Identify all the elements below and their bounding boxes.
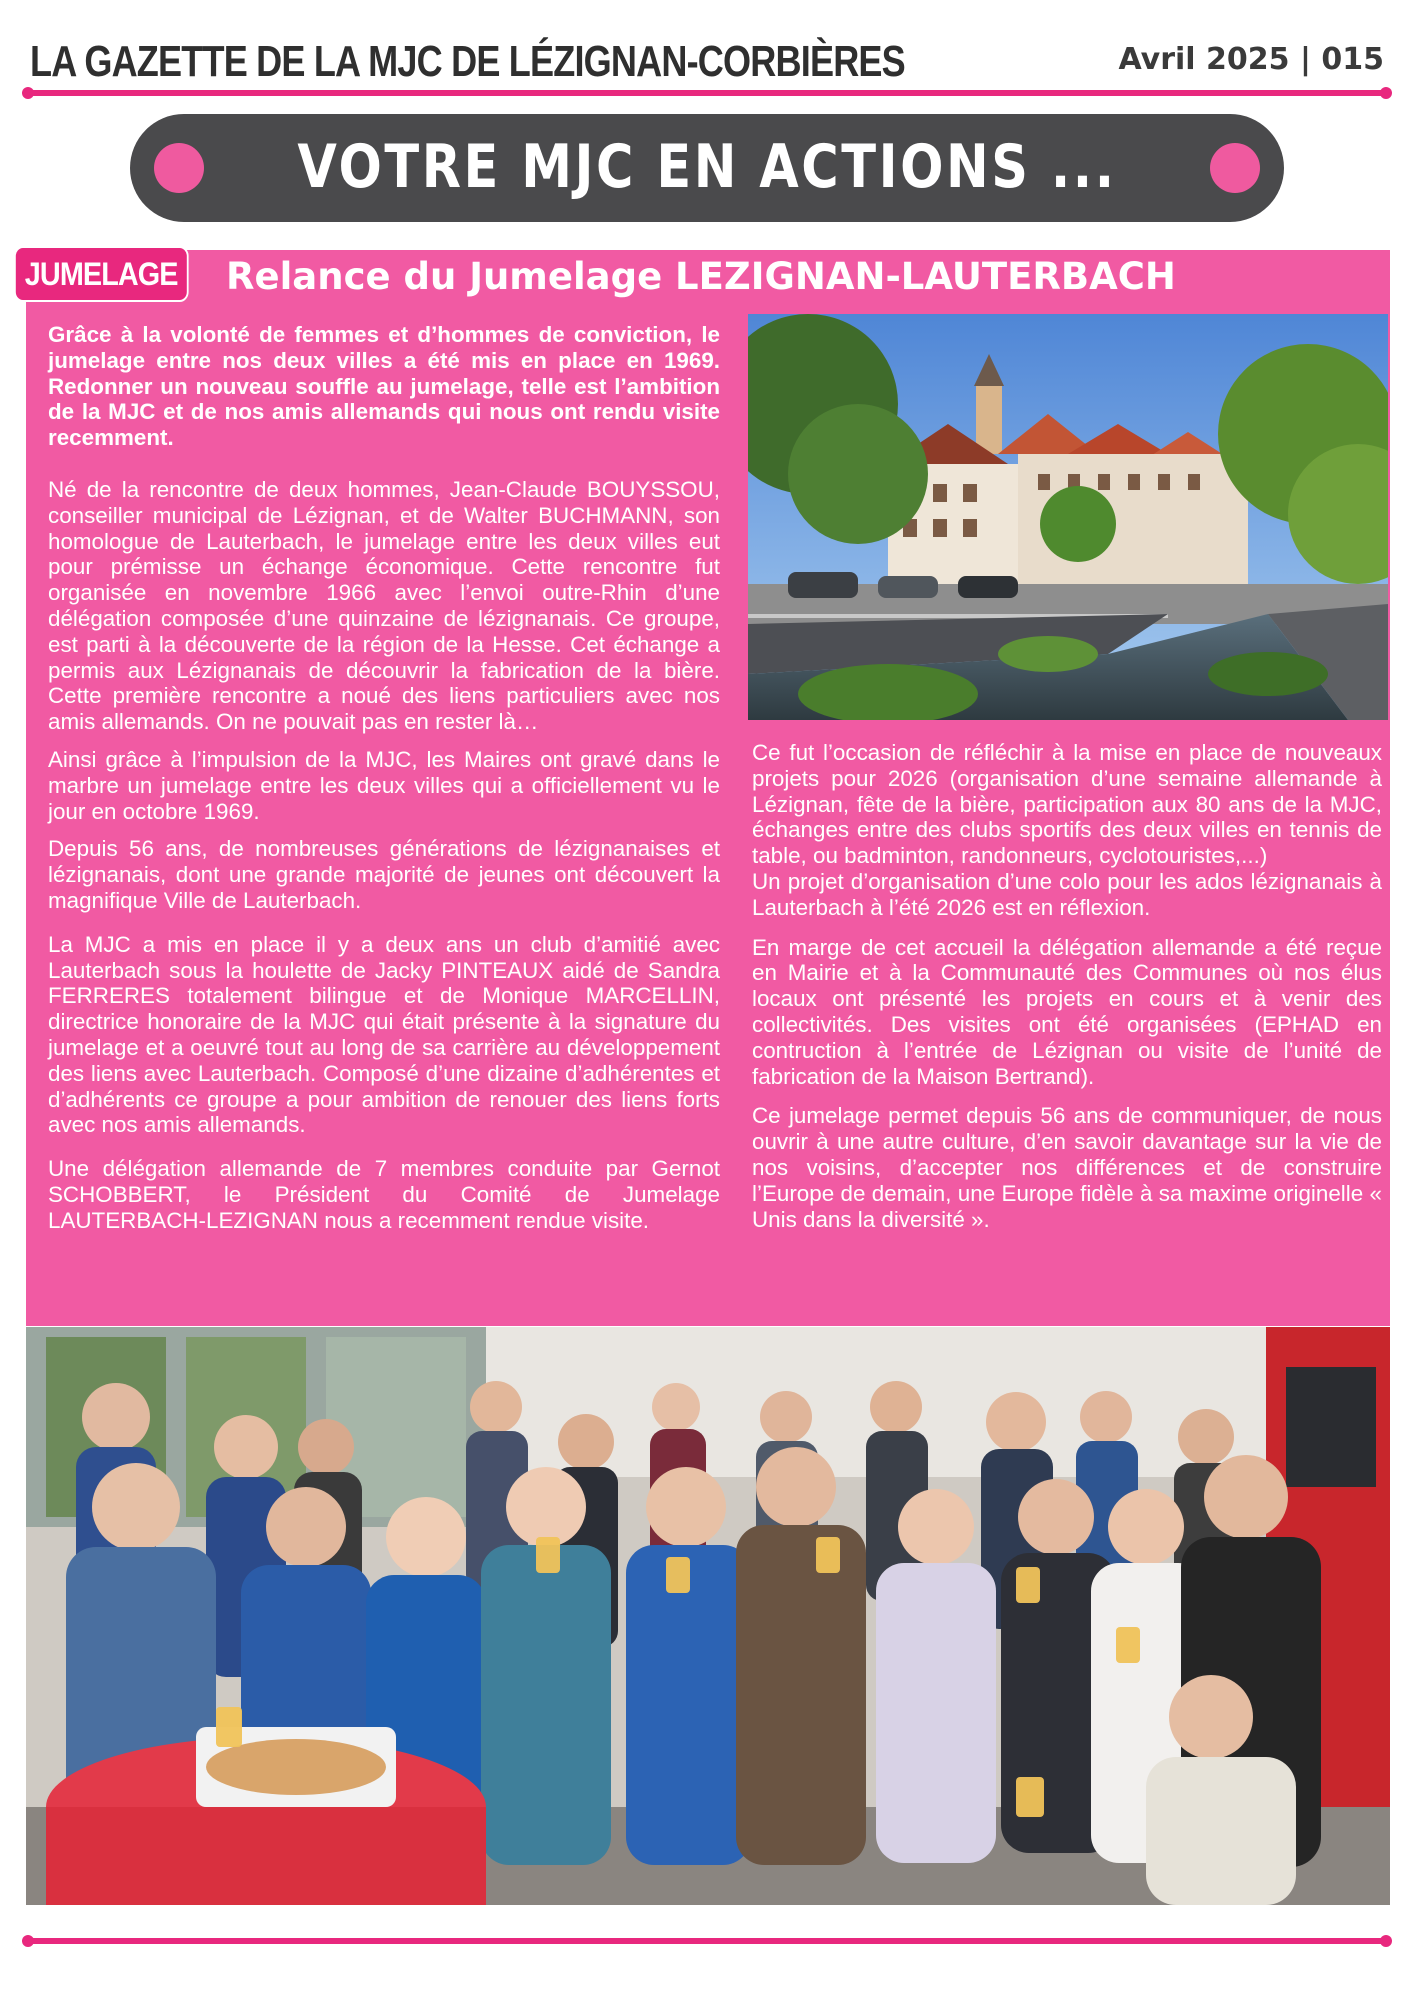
banner-dot-left [154,143,204,193]
article-paragraph: Un projet d’organisation d’une colo pour les ados lézignanais à Lauterbach à l’été 2026 est en réflexion. [752,868,1382,920]
article-paragraph: Ce fut l’occasion de réfléchir à la mise en place de nouveaux projets pour 2026 (organisation d’une semaine allemande à Lézignan, fête de la bière, participation aux 80 ans de la MJC, échanges entre des clubs sportifs des deux villes en tennis de table, ou badminton, randonneurs, cyclotouristes,...) [752,740,1382,869]
article-headline: Relance du Jumelage LEZIGNAN-LAUTERBACH [226,255,1176,298]
article-lead: Grâce à la volonté de femmes et d’hommes de conviction, le jumelage entre nos deux villes a été mis en place en 1969. Redonner un nouveau souffle au jumelage, telle est l’ambition de la MJC et de nos amis allemands qui nous ont rendu visite recemment. [48,322,720,451]
lauterbach-river-photo [748,314,1388,720]
top-divider [28,90,1386,96]
article-paragraph: Ainsi grâce à l’impulsion de la MJC, les Maires ont gravé dans le marbre un jumelage entre les deux villes qui a officiellement vu le jour en octobre 1969. [48,746,720,824]
article-paragraph: La MJC a mis en place il y a deux ans un club d’amitié avec Lauterbach sous la houlette de Jacky PINTEAUX aidé de Sandra FERRERES totalement bilingue et de Monique MARCELLIN, directrice honoraire de la MJC qui était présente à la signature du jumelage et a oeuvré tout au long de sa carrière au développement des liens avec Lauterbach. Composé d’une dizaine d’adhérentes et d’adhérents ce groupe a pour ambition de renouer des liens forts avec nos amis allemands. [48,931,720,1138]
article-paragraph: Ce jumelage permet depuis 56 ans de communiquer, de nous ouvrir à une autre culture, d’en savoir davantage sur la vie de nos voisins, d’accepter nos différences et de construire l’Europe de demain, une Europe fidèle à sa maxime originelle « Unis dans la diversité ». [752,1103,1382,1232]
article-right-column [752,740,1382,1244]
article-paragraph: Né de la rencontre de deux hommes, Jean-Claude BOUYSSOU, conseiller municipal de Lézignan, et de Walter BUCHMANN, son homologue de Lauterbach, le jumelage entre les deux villes eut pour prémisse un échange économique. Cette rencontre fut organisée en novembre 1966 avec l’envoi outre-Rhin d’une délégation composée d’une quinzaine de lézignanais. Ce groupe, est parti à la découverte de la région de la Hesse. Cet échange a permis aux Lézignanais de découvrir la fabrication de la bière. Cette première rencontre a noué des liens particuliers avec nos amis allemands. On ne pouvait pas en rester là… [48,476,720,735]
category-tag: JUMELAGE [14,246,188,302]
banner-dot-right [1210,143,1260,193]
section-title: VOTRE MJC EN ACTIONS ... [297,132,1117,202]
gazette-title: LA GAZETTE DE LA MJC DE LÉZIGNAN-CORBIÈRES [30,37,905,86]
article-paragraph: Depuis 56 ans, de nombreuses générations de lézignanaises et lézignanais, dont une grande majorité de jeunes ont découvert la magnifique Ville de Lauterbach. [48,836,720,913]
delegation-group-photo [26,1327,1390,1905]
article-paragraph: Une délégation allemande de 7 membres conduite par Gernot SCHOBBERT, le Président du Comité de Jumelage LAUTERBACH-LEZIGNAN nous a recemment rendue visite. [48,1156,720,1233]
article-paragraph: En marge de cet accueil la délégation allemande a été reçue en Mairie et à la Communauté des Communes où nos élus locaux ont présenté les projets en cours et à venir des collectivités. Des visites ont été organisées (EPHAD en contruction à l’entrée de Lézignan ou visite de l’unité de fabrication de la Maison Bertrand). [752,934,1382,1089]
issue-info: Avril 2025 | 015 [1118,42,1384,77]
section-banner [130,114,1284,222]
article-left-column [48,322,720,1246]
bottom-divider [28,1938,1386,1944]
